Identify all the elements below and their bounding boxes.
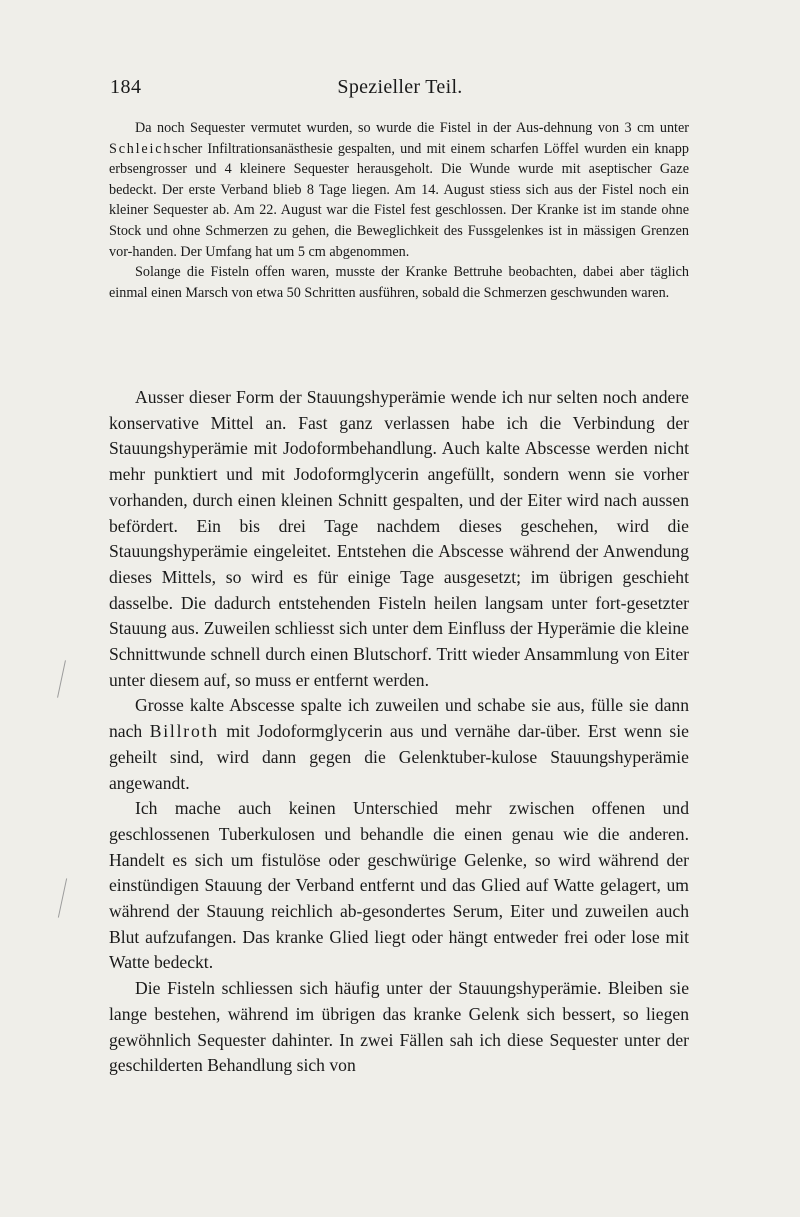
paragraph-cold-abscesses <box>109 693 689 796</box>
main-text-block <box>109 385 689 1079</box>
margin-pencil-mark <box>57 660 66 697</box>
text-run: Grosse kalte Abscesse spalte ich zuweilen und schabe sie aus, fülle sie dann nach <box>109 695 689 742</box>
page-header <box>110 76 690 102</box>
author-name-billroth: Billroth <box>149 721 219 742</box>
author-name-schleich: Schleich <box>109 140 173 157</box>
paragraph-fistulas: Die Fisteln schliessen sich häufig unter der Stauungshyperämie. Bleiben sie lange bestehen, während im übrigen das kranke Gelenk sich bessert, so liegen gewöhnlich Sequester dahinter. In zwei Fällen sah ich diese Sequester unter der geschilderten Behandlung sich von <box>109 978 689 1076</box>
paragraph-open-closed-tuberculosis: Ich mache auch keinen Unterschied mehr zwischen offenen und geschlossenen Tuberkulosen und behandle die einen genau wie die anderen. Handelt es sich um fistulöse oder geschwürige Gelenke, so wird während der einstündigen Stauung der Verband entfernt und das Glied auf Watte gelagert, um während der Stauung reichlich ab-gesondertes Serum, Eiter und zuweilen auch Blut aufzufangen. Das kranke Glied liegt oder hängt entweder frei oder lose mit Watte bedeckt. <box>109 798 689 973</box>
paragraph-conservative-methods: Ausser dieser Form der Stauungshyperämie wende ich nur selten noch andere konservative Mittel an. Fast ganz verlassen habe ich die Verbindung der Stauungshyperämie mit Jodoformbehandlung. Auch kalte Abscesse werden nicht mehr punktiert und mit Jodoformglycerin angefüllt, sondern wenn sie vorher vorhanden, durch einen kleinen Schnitt gespalten, und der Eiter wird nach aussen befördert. Ein bis drei Tage nachdem dieses geschehen, wird die Stauungshyperämie eingeleitet. Entstehen die Abscesse während der Anwendung dieses Mittels, so wird es für einige Tage ausgesetzt; im übrigen geschieht dasselbe. Die dadurch entstehenden Fisteln heilen langsam unter fort-gesetzter Stauung aus. Zuweilen schliesst sich unter dem Einfluss der Hyperämie die kleine Schnittwunde schnell durch einen Blutschorf. Tritt wieder Ansammlung von Eiter unter diesem auf, so muss er entfernt werden. <box>109 387 689 690</box>
running-title: Spezieller Teil. <box>337 76 463 98</box>
paragraph-bedrest: Solange die Fisteln offen waren, musste der Kranke Bettruhe beobachten, dabei aber täglich einmal einen Marsch von etwa 50 Schritten ausführen, sobald die Schmerzen geschwunden waren. <box>109 264 689 301</box>
text-run: scher Infiltrationsanästhesie gespalten, und mit einem scharfen Löffel wurden ein knapp erbsengrosser und 4 kleinere Sequester herausgeholt. Die Wunde wurde mit aseptischer Gaze bedeckt. Der erste Verband blieb 8 Tage liegen. Am 14. August stiess sich aus der Fistel noch ein kleiner Sequester ab. Am 22. August war die Fistel fest geschlossen. Der Kranke ist im stande ohne Stock und ohne Schmerzen zu gehen, die Beweglichkeit des Fussgelenkes ist in mässigen Grenzen vor-handen. Der Umfang hat um 5 cm abgenommen. <box>109 140 689 260</box>
margin-pencil-mark <box>58 878 67 917</box>
case-report-block <box>109 118 689 303</box>
text-run: Da noch Sequester vermutet wurden, so wurde die Fistel in der Aus-dehnung von 3 cm unter <box>135 120 689 136</box>
text-run: mit Jodoformglycerin aus und vernähe dar-über. Erst wenn sie geheilt sind, wird dann gegen die Gelenktuber-kulose Stauungshyperämie angewandt. <box>109 721 689 793</box>
page-number: 184 <box>110 76 142 98</box>
paragraph-case-report <box>109 118 689 262</box>
